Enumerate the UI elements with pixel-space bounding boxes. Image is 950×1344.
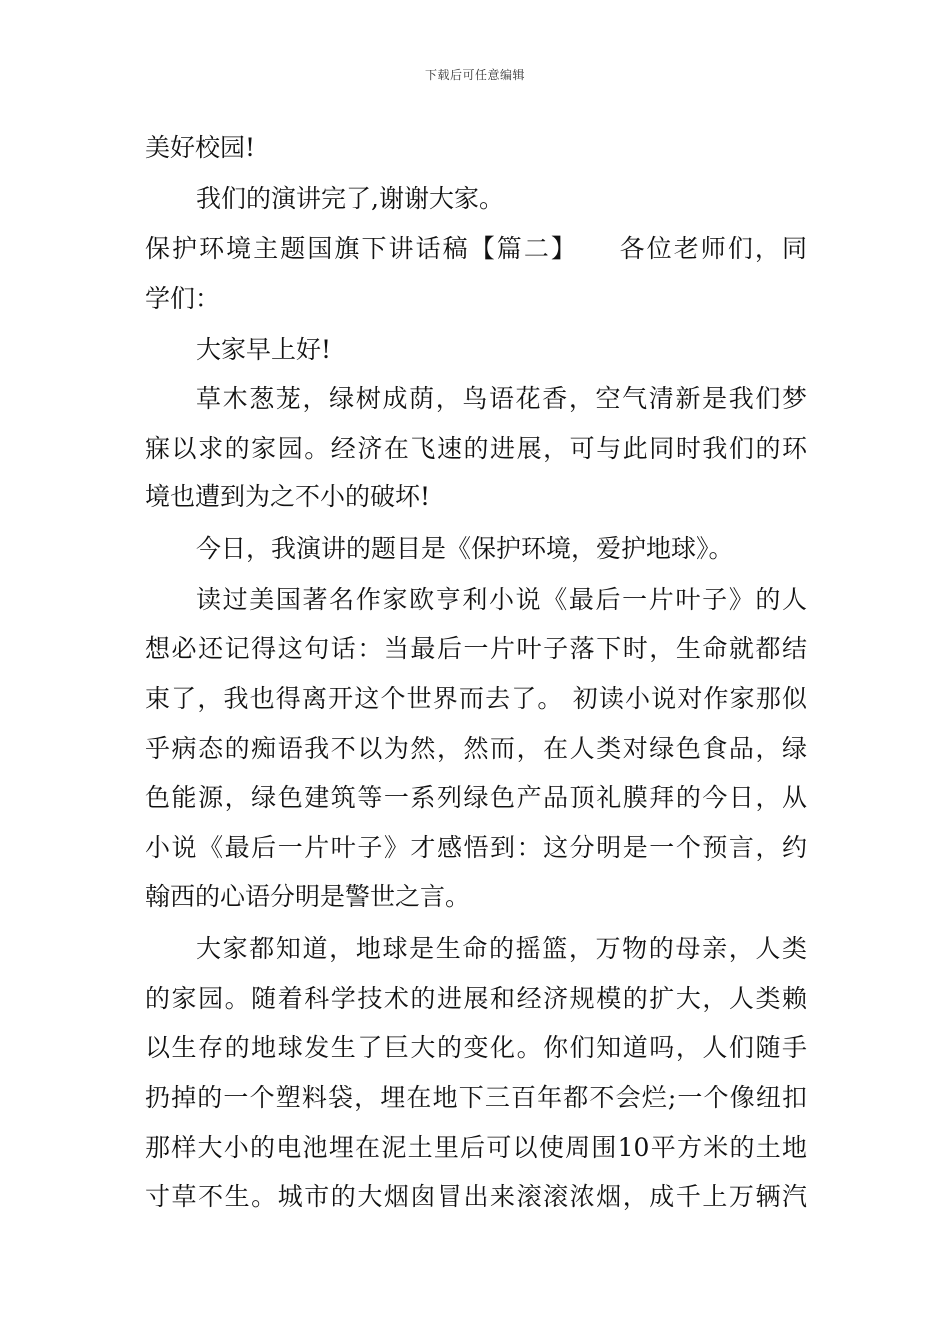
text-line: 以生存的地球发生了巨大的变化。你们知道吗，人们随手: [145, 1033, 807, 1062]
text-line: 我们的演讲完了,谢谢大家。: [196, 184, 504, 213]
text-line: 今日，我演讲的题目是《保护环境，爱护地球》。: [196, 534, 734, 563]
text-line: 的家园。随着科学技术的进展和经济规模的扩大，人类赖: [145, 984, 807, 1013]
text-line: 读过美国著名作家欧亨利小说《最后一片叶子》的人: [196, 585, 807, 614]
text-line: 美好校园!: [145, 133, 256, 162]
text-line: 寐以求的家园。经济在飞速的进展，可与此同时我们的环: [145, 434, 807, 463]
text-line: 小说《最后一片叶子》才感悟到：这分明是一个预言，约: [145, 833, 807, 862]
page-header-note: 下载后可任意编辑: [424, 68, 525, 82]
text-line: 色能源，绿色建筑等一系列绿色产品顶礼膜拜的今日，从: [145, 783, 807, 812]
text-line: 那样大小的电池埋在泥土里后可以使周围10平方米的土地: [145, 1133, 807, 1162]
text-line: 大家早上好!: [196, 335, 332, 364]
text-line: 乎病态的痴语我不以为然，然而，在人类对绿色食品，绿: [145, 734, 807, 763]
text-line: 草木葱茏，绿树成荫，鸟语花香，空气清新是我们梦: [196, 384, 807, 413]
text-line: 扔掉的一个塑料袋，埋在地下三百年都不会烂;一个像纽扣: [145, 1083, 807, 1112]
text-line: 束了，我也得离开这个世界而去了。 初读小说对作家那似: [145, 684, 807, 713]
text-line: 境也遭到为之不小的破坏!: [145, 482, 431, 511]
text-line: 翰西的心语分明是警世之言。: [145, 882, 471, 911]
text-line: 大家都知道，地球是生命的摇篮，万物的母亲，人类: [196, 934, 807, 963]
text-line: 学们：: [145, 284, 221, 313]
section-title-line: 保护环境主题国旗下讲话稿【篇二】 各位老师们，同: [145, 234, 807, 263]
text-line: 寸草不生。城市的大烟囱冒出来滚滚浓烟，成千上万辆汽: [145, 1182, 807, 1211]
text-line: 想必还记得这句话：当最后一片叶子落下时，生命就都结: [145, 634, 807, 663]
